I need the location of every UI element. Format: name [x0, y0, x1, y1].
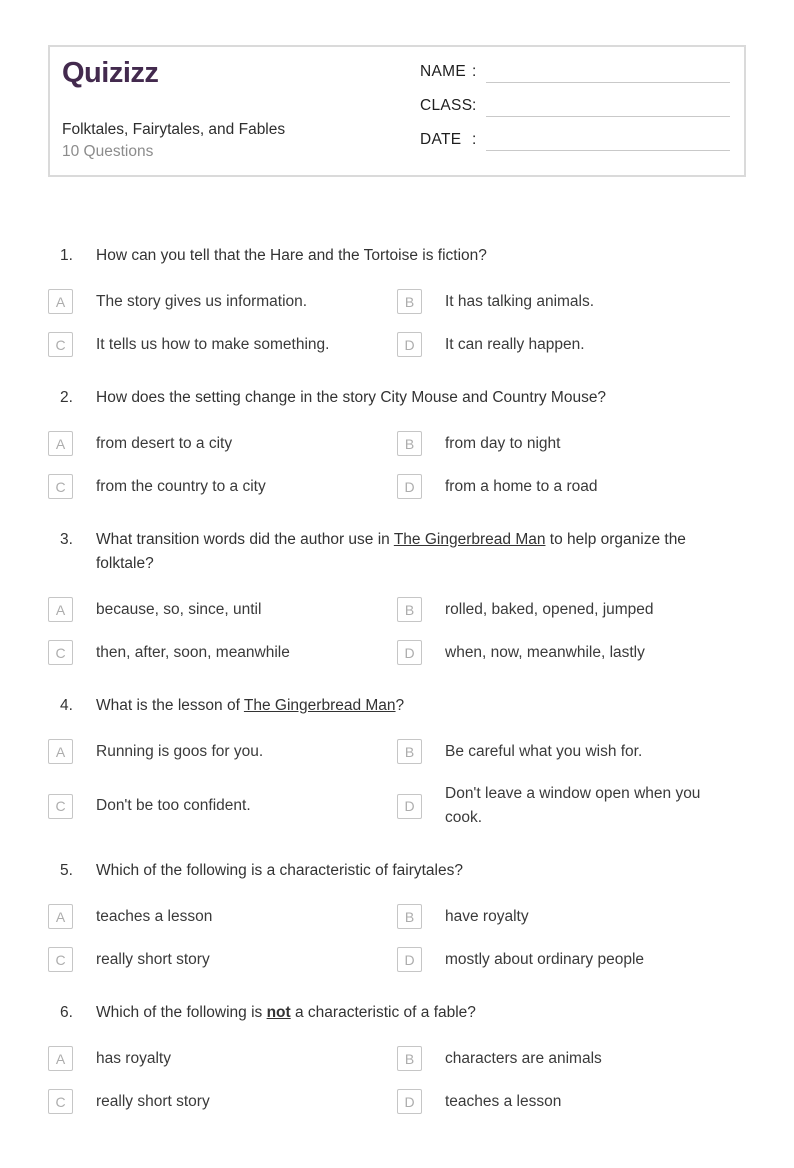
question-6-options — [48, 1046, 746, 1114]
question-2-head — [48, 386, 746, 410]
option-text: really short story — [96, 1092, 210, 1110]
question-count: 10 Questions — [62, 143, 154, 160]
option-letter-box[interactable]: A — [48, 1046, 73, 1071]
option-text: has royalty — [96, 1049, 171, 1067]
option-b[interactable] — [397, 289, 746, 314]
option-letter-box[interactable]: D — [397, 1089, 422, 1114]
option-letter-box[interactable]: D — [397, 640, 422, 665]
option-c[interactable] — [48, 947, 397, 972]
option-letter-box[interactable]: C — [48, 947, 73, 972]
option-letter-box[interactable]: B — [397, 597, 422, 622]
option-text: because, so, since, until — [96, 600, 262, 618]
quizizz-logo: Quizizz — [62, 57, 159, 89]
question-5 — [48, 859, 746, 972]
name-input-line[interactable] — [486, 63, 730, 83]
option-letter-box[interactable]: A — [48, 597, 73, 622]
option-a[interactable] — [48, 904, 397, 929]
option-text: from a home to a road — [445, 477, 598, 495]
option-b[interactable] — [397, 431, 746, 456]
option-letter-box[interactable]: B — [397, 739, 422, 764]
option-b[interactable] — [397, 597, 746, 622]
option-c[interactable] — [48, 782, 397, 830]
option-text: mostly about ordinary people — [445, 950, 645, 968]
option-d[interactable] — [397, 332, 746, 357]
question-text: Which of the following is a characteristic of fairytales? — [96, 862, 463, 879]
option-text: from desert to a city — [96, 434, 233, 452]
question-4-options — [48, 739, 746, 830]
option-text: teaches a lesson — [96, 907, 213, 925]
option-text: It has talking animals. — [445, 292, 595, 310]
option-text: from the country to a city — [96, 477, 266, 495]
option-text: Don't leave a window open when you cook. — [445, 785, 701, 826]
option-c[interactable] — [48, 474, 397, 499]
option-b[interactable] — [397, 739, 746, 764]
option-a[interactable] — [48, 431, 397, 456]
option-d[interactable] — [397, 474, 746, 499]
option-text: characters are animals — [445, 1049, 602, 1067]
name-field — [420, 59, 730, 83]
option-letter-box[interactable]: A — [48, 289, 73, 314]
question-5-options — [48, 904, 746, 972]
class-input-line[interactable] — [486, 97, 730, 117]
worksheet-header — [48, 45, 746, 177]
worksheet-page — [0, 45, 794, 1168]
question-text: How can you tell that the Hare and the Tortoise is fiction? — [96, 247, 487, 264]
question-2 — [48, 386, 746, 499]
option-d[interactable] — [397, 947, 746, 972]
class-label: CLASS — [420, 97, 473, 114]
option-text: from day to night — [445, 434, 561, 452]
option-c[interactable] — [48, 332, 397, 357]
option-text: teaches a lesson — [445, 1092, 562, 1110]
option-text: Don't be too confident. — [96, 797, 251, 814]
question-text: Which of the following is not a characteristic of a fable? — [96, 1004, 476, 1021]
question-3-options — [48, 597, 746, 665]
question-3 — [48, 528, 746, 665]
question-5-head — [48, 859, 746, 883]
question-3-head — [48, 528, 746, 576]
class-colon: : — [472, 97, 477, 114]
question-number: 4. — [60, 697, 73, 714]
option-a[interactable] — [48, 739, 397, 764]
option-text: It tells us how to make something. — [96, 335, 330, 353]
option-letter-box[interactable]: C — [48, 794, 73, 819]
question-4 — [48, 694, 746, 830]
date-label: DATE — [420, 131, 462, 148]
date-input-line[interactable] — [486, 131, 730, 151]
question-1-head — [48, 244, 746, 268]
option-a[interactable] — [48, 597, 397, 622]
option-d[interactable] — [397, 640, 746, 665]
option-letter-box[interactable]: C — [48, 332, 73, 357]
option-letter-box[interactable]: D — [397, 794, 422, 819]
option-c[interactable] — [48, 1089, 397, 1114]
option-letter-box[interactable]: A — [48, 431, 73, 456]
option-b[interactable] — [397, 1046, 746, 1071]
option-letter-box[interactable]: D — [397, 947, 422, 972]
option-b[interactable] — [397, 904, 746, 929]
question-text: What is the lesson of The Gingerbread Man? — [96, 697, 405, 714]
option-letter-box[interactable]: A — [48, 739, 73, 764]
name-label: NAME — [420, 63, 466, 80]
option-text: really short story — [96, 950, 210, 968]
question-2-options — [48, 431, 746, 499]
option-text: The story gives us information. — [96, 292, 308, 310]
option-text: rolled, baked, opened, jumped — [445, 600, 654, 618]
option-letter-box[interactable]: B — [397, 289, 422, 314]
date-colon: : — [472, 131, 477, 148]
question-6-head — [48, 1001, 746, 1025]
question-1-options — [48, 289, 746, 357]
option-d[interactable] — [397, 782, 746, 830]
question-number: 1. — [60, 247, 73, 264]
question-number: 2. — [60, 389, 73, 406]
option-text: Running is goos for you. — [96, 742, 264, 760]
underlined-title: The Gingerbread Man — [393, 531, 546, 548]
question-text: How does the setting change in the story City Mouse and Country Mouse? — [96, 389, 607, 406]
question-text: What transition words did the author use in The Gingerbread Man to help organize the folktale? — [96, 531, 686, 572]
question-number: 5. — [60, 862, 73, 879]
question-list — [48, 244, 746, 1114]
student-fields — [420, 47, 744, 175]
underlined-title: The Gingerbread Man — [243, 697, 396, 714]
class-field — [420, 93, 730, 117]
emphasized-word: not — [266, 1004, 291, 1021]
question-number: 3. — [60, 531, 73, 548]
option-text: have royalty — [445, 907, 529, 925]
option-letter-box[interactable]: B — [397, 431, 422, 456]
name-colon: : — [472, 63, 477, 80]
option-letter-box[interactable]: C — [48, 640, 73, 665]
option-text: when, now, meanwhile, lastly — [445, 643, 645, 661]
option-text: It can really happen. — [445, 335, 585, 353]
question-1 — [48, 244, 746, 357]
option-text: then, after, soon, meanwhile — [96, 643, 290, 661]
question-4-head — [48, 694, 746, 718]
quiz-title: Folktales, Fairytales, and Fables — [62, 121, 286, 138]
option-letter-box[interactable]: C — [48, 474, 73, 499]
option-d[interactable] — [397, 1089, 746, 1114]
option-text: Be careful what you wish for. — [445, 742, 643, 760]
option-c[interactable] — [48, 640, 397, 665]
option-letter-box[interactable]: B — [397, 904, 422, 929]
quiz-title-block — [62, 120, 420, 162]
option-letter-box[interactable]: D — [397, 474, 422, 499]
option-letter-box[interactable]: B — [397, 1046, 422, 1071]
option-a[interactable] — [48, 289, 397, 314]
date-field — [420, 127, 730, 151]
option-letter-box[interactable]: A — [48, 904, 73, 929]
option-a[interactable] — [48, 1046, 397, 1071]
brand-column — [50, 47, 420, 175]
question-number: 6. — [60, 1004, 73, 1021]
option-letter-box[interactable]: D — [397, 332, 422, 357]
question-6 — [48, 1001, 746, 1114]
option-letter-box[interactable]: C — [48, 1089, 73, 1114]
